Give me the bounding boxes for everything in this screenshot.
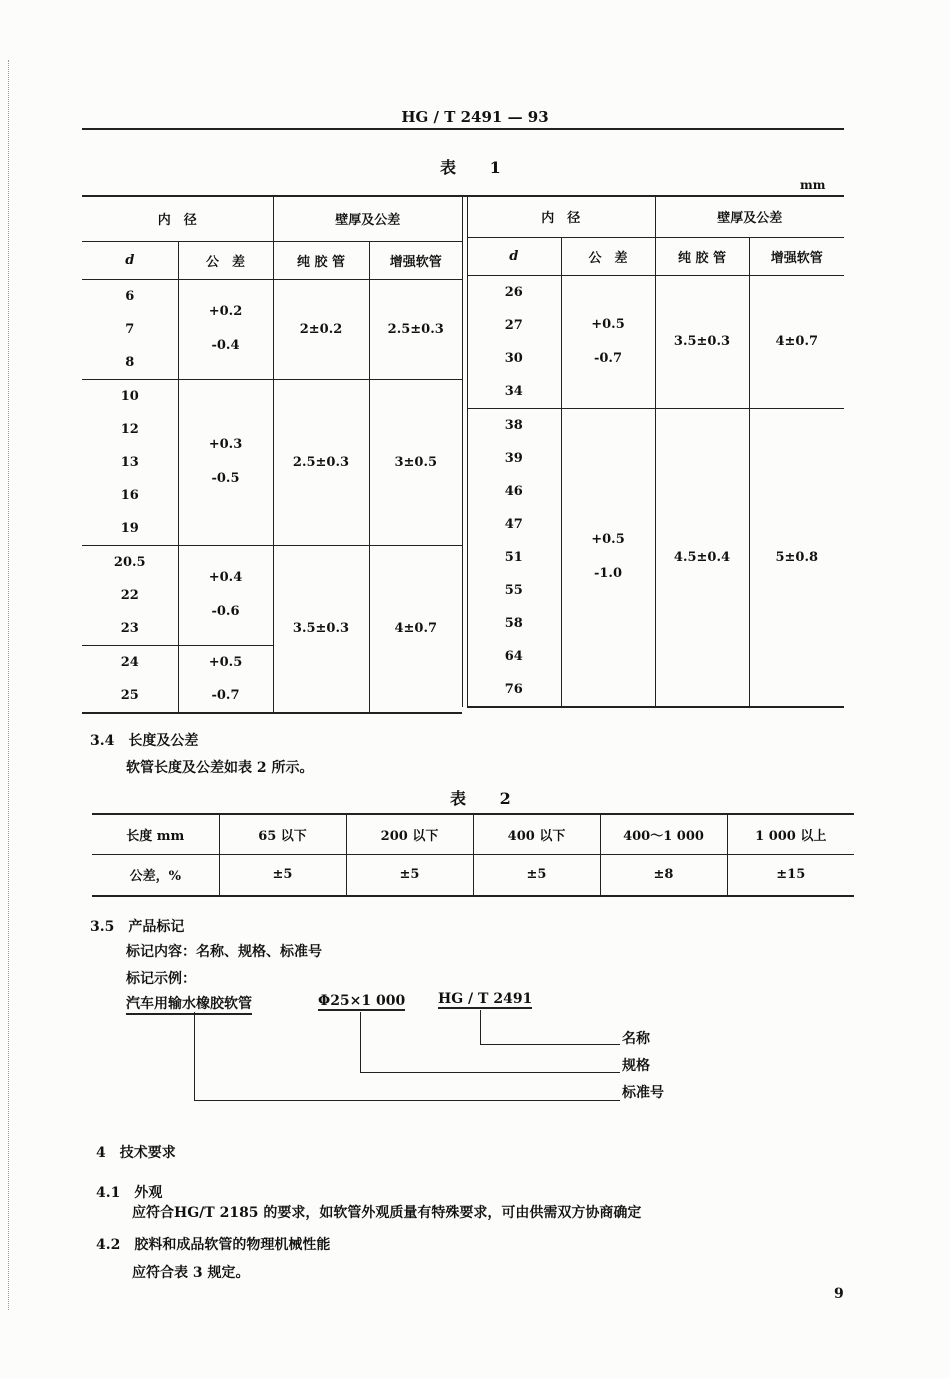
table1-unit: mm — [800, 178, 826, 192]
standard-number-header: HG / T 2491 — 93 — [401, 108, 549, 126]
reinforced-hose-value: 5±0.8 — [749, 408, 844, 707]
d-value: 38 — [504, 417, 523, 433]
page-number: 9 — [834, 1286, 844, 1302]
d-value: 34 — [504, 383, 523, 399]
d-value: 16 — [120, 487, 139, 503]
tolerance-plus: +0.5 — [591, 316, 625, 332]
tolerance-cell — [561, 408, 655, 707]
tolerance-plus: +0.5 — [208, 654, 243, 670]
d-value: 19 — [120, 520, 139, 536]
table2-caption: 表 2 — [450, 789, 525, 808]
pure-hose-value: 2.5±0.3 — [273, 379, 369, 545]
d-group — [467, 408, 561, 707]
mark-product-name: 汽车用输水橡胶软管 — [126, 993, 252, 1015]
legend-standard: 标准号 — [622, 1085, 664, 1101]
marking-example-label: 标记示例： — [126, 971, 196, 987]
d-value: 58 — [504, 615, 523, 631]
d-value: 26 — [504, 284, 523, 300]
mark-standard-no: HG / T 2491 — [438, 991, 533, 1007]
tolerance-plus: +0.4 — [208, 570, 243, 585]
header-rule — [82, 128, 844, 130]
connector-line-spec — [360, 1072, 620, 1073]
d-value: 20.5 — [113, 554, 146, 570]
marking-content: 标记内容：名称、规格、标准号 — [126, 944, 322, 960]
d-value: 7 — [125, 321, 135, 337]
tolerance-minus: -0.7 — [211, 687, 240, 703]
tolerance-minus: -1.0 — [593, 566, 622, 581]
reinforced-hose-value: 2.5±0.3 — [369, 279, 462, 379]
scan-margin-mark — [8, 60, 9, 1310]
d-group — [467, 275, 561, 408]
section-3-5-title: 3.5 产品标记 — [90, 919, 185, 935]
d-value: 22 — [120, 587, 139, 603]
col-reinforced-hose: 增强软管 — [749, 237, 844, 275]
section-4-2-title: 4.2 胶料和成品软管的物理机械性能 — [96, 1237, 331, 1253]
d-value: 8 — [125, 354, 135, 370]
table2 — [92, 813, 854, 897]
d-value: 27 — [504, 317, 523, 333]
col-d: d — [467, 237, 561, 275]
tolerance-cell — [178, 645, 273, 713]
tolerance-minus: -0.4 — [211, 338, 240, 353]
table2-header-cell: 长度 mm — [92, 814, 219, 854]
tolerance-cell — [178, 545, 273, 645]
pure-hose-value: 2±0.2 — [273, 279, 369, 379]
d-value: 24 — [120, 654, 139, 670]
col-tolerance: 公 差 — [178, 241, 273, 279]
connector-line-std — [194, 1012, 195, 1100]
d-value: 10 — [120, 388, 139, 404]
col-pure-hose: 纯 胶 管 — [273, 241, 369, 279]
table1-left — [82, 197, 462, 714]
d-value: 47 — [504, 516, 523, 532]
section-4-2-text: 应符合表 3 规定。 — [132, 1265, 250, 1281]
col-tolerance: 公 差 — [561, 237, 655, 275]
table2-cell: ±8 — [600, 854, 727, 896]
table2-header-cell: 1 000 以上 — [727, 814, 854, 854]
d-value: 51 — [504, 549, 523, 565]
connector-line-name — [480, 1010, 481, 1044]
pure-hose-value: 4.5±0.4 — [655, 408, 749, 707]
d-value: 25 — [120, 687, 139, 703]
mark-specification: Φ25×1 000 — [318, 993, 406, 1009]
col-reinforced-hose: 增强软管 — [369, 241, 462, 279]
tolerance-cell — [561, 275, 655, 408]
d-value: 6 — [125, 288, 135, 304]
col-pure-hose: 纯 胶 管 — [655, 237, 749, 275]
tolerance-cell — [178, 379, 273, 545]
connector-line-spec — [360, 1012, 361, 1072]
d-value: 76 — [504, 681, 523, 697]
table2-header-cell: 65 以下 — [219, 814, 346, 854]
section-4-1-title: 4.1 外观 — [96, 1185, 163, 1201]
reinforced-hose-value: 3±0.5 — [369, 379, 462, 545]
section-4-1-text: 应符合HG/T 2185 的要求，如软管外观质量有特殊要求，可由供需双方协商确定 — [132, 1205, 642, 1221]
d-value: 30 — [504, 350, 523, 366]
table2-cell: ±5 — [473, 854, 600, 896]
connector-line-std — [194, 1100, 620, 1101]
section-4-title: 4 技术要求 — [96, 1145, 176, 1161]
table2-header-cell: 400 以下 — [473, 814, 600, 854]
reinforced-hose-value: 4±0.7 — [369, 545, 462, 713]
legend-spec: 规格 — [622, 1058, 650, 1074]
d-group — [82, 645, 178, 713]
d-group — [82, 279, 178, 379]
reinforced-hose-value: 4±0.7 — [749, 275, 844, 408]
tolerance-minus: -0.6 — [211, 604, 240, 619]
d-value: 23 — [120, 620, 139, 636]
d-value: 64 — [504, 648, 523, 664]
table2-cell: ±15 — [727, 854, 854, 896]
col-group-wall: 壁厚及公差 — [655, 197, 844, 237]
pure-hose-value: 3.5±0.3 — [655, 275, 749, 408]
table2-header-cell: 400～1 000 — [600, 814, 727, 854]
d-value: 55 — [504, 582, 523, 598]
col-d: d — [82, 241, 178, 279]
tolerance-cell — [178, 279, 273, 379]
table1-caption: 表 1 — [440, 158, 515, 177]
table2-cell: ±5 — [219, 854, 346, 896]
tolerance-minus: -0.7 — [593, 350, 622, 366]
tolerance-plus: +0.5 — [591, 532, 625, 547]
tolerance-plus: +0.2 — [208, 304, 243, 319]
d-value: 12 — [120, 421, 139, 437]
section-3-4-text: 软管长度及公差如表 2 所示。 — [126, 760, 314, 776]
col-group-inner-diameter: 内 径 — [467, 197, 655, 237]
col-group-wall: 壁厚及公差 — [273, 197, 462, 241]
d-group — [82, 545, 178, 645]
tolerance-plus: +0.3 — [208, 437, 243, 452]
section-3-4-title: 3.4 长度及公差 — [90, 733, 199, 749]
d-group — [82, 379, 178, 545]
tolerance-minus: -0.5 — [211, 471, 240, 486]
d-value: 13 — [120, 454, 139, 470]
d-value: 46 — [504, 483, 523, 499]
legend-name: 名称 — [622, 1031, 650, 1047]
pure-hose-value: 3.5±0.3 — [273, 545, 369, 713]
table2-header-cell: 200 以下 — [346, 814, 473, 854]
table2-cell: ±5 — [346, 854, 473, 896]
col-group-inner-diameter: 内 径 — [82, 197, 273, 241]
table1-right — [467, 197, 844, 708]
connector-line-name — [480, 1044, 620, 1045]
table2-cell: 公差，% — [92, 854, 219, 896]
d-value: 39 — [504, 450, 523, 466]
